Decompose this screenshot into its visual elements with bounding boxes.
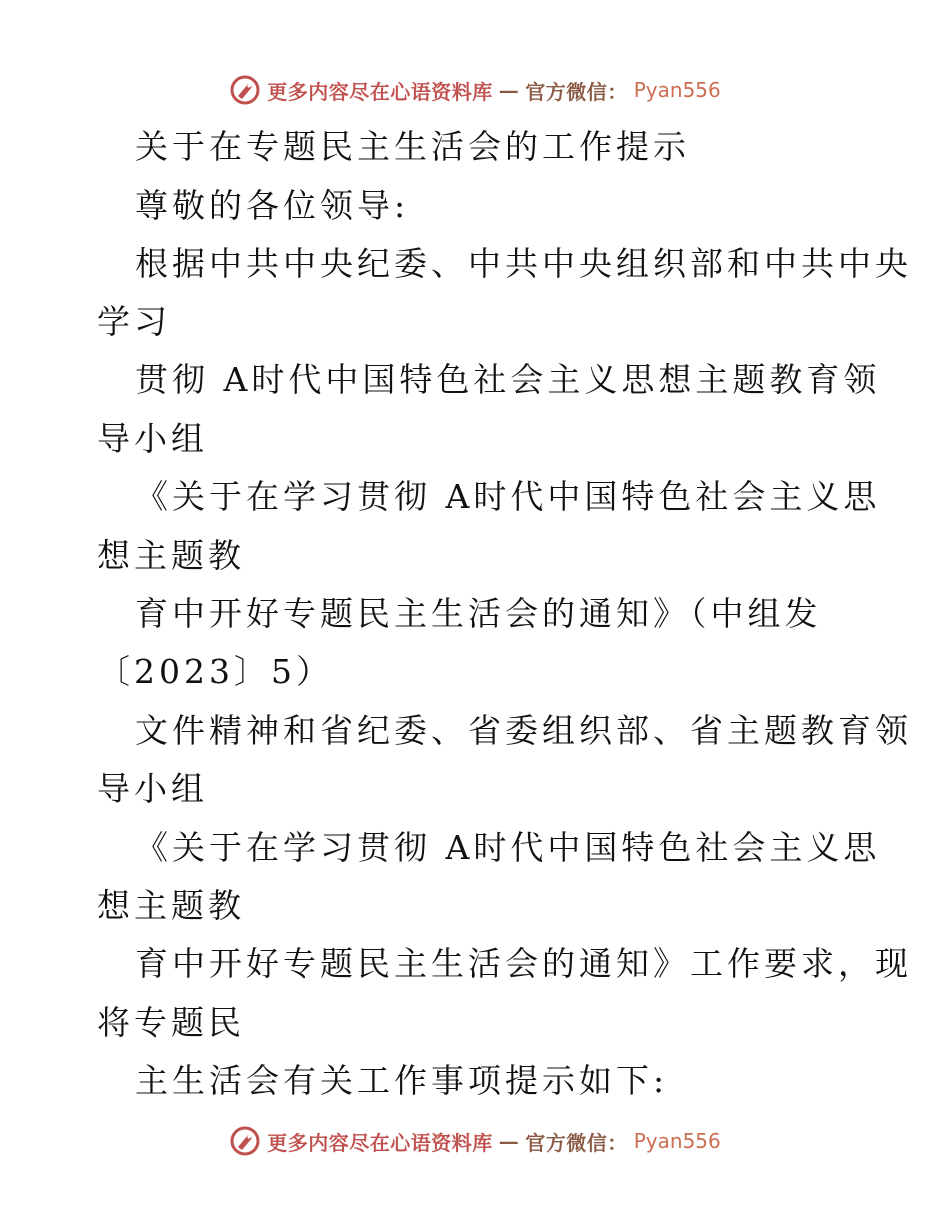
body-line: 育中开好专题民主生活会的通知》工作要求，现 [135, 944, 912, 983]
pen-nib-seal-icon [229, 1125, 261, 1157]
watermark-site-text: 更多内容尽在心语资料库 [267, 79, 493, 104]
watermark-dash: — [498, 1129, 520, 1153]
body-line: 〔2023〕5） [97, 652, 333, 691]
watermark-site-text: 更多内容尽在心语资料库 [267, 1130, 493, 1155]
body-line: 根据中共中央纪委、中共中央组织部和中共中央 [135, 244, 912, 283]
salutation: 尊敬的各位领导: [135, 186, 410, 225]
body-line: 将专题民 [97, 1003, 245, 1042]
watermark-official-label: 官方微信： [525, 79, 628, 104]
watermark-official-label: 官方微信： [525, 1130, 628, 1155]
body-line: 导小组 [97, 419, 208, 458]
body-line: 《关于在学习贯彻 A时代中国特色社会主义思 [135, 477, 881, 516]
body-line: 贯彻 A时代中国特色社会主义思想主题教育领 [135, 360, 881, 399]
watermark-contact-id: Pyan556 [633, 1129, 721, 1153]
document-title: 关于在专题民主生活会的工作提示 [135, 127, 690, 166]
watermark-dash: — [498, 78, 520, 102]
body-line: 导小组 [97, 769, 208, 808]
body-line: 文件精神和省纪委、省委组织部、省主题教育领 [135, 711, 912, 750]
watermark-footer [0, 1121, 950, 1161]
body-line: 学习 [97, 302, 171, 341]
body-line: 想主题教 [97, 536, 245, 575]
body-line: 主生活会有关工作事项提示如下: [135, 1061, 669, 1100]
body-line: 想主题教 [97, 886, 245, 925]
body-line: 《关于在学习贯彻 A时代中国特色社会主义思 [135, 828, 881, 867]
body-line: 育中开好专题民主生活会的通知》（中组发 [135, 594, 822, 633]
watermark-contact-id: Pyan556 [633, 78, 721, 102]
